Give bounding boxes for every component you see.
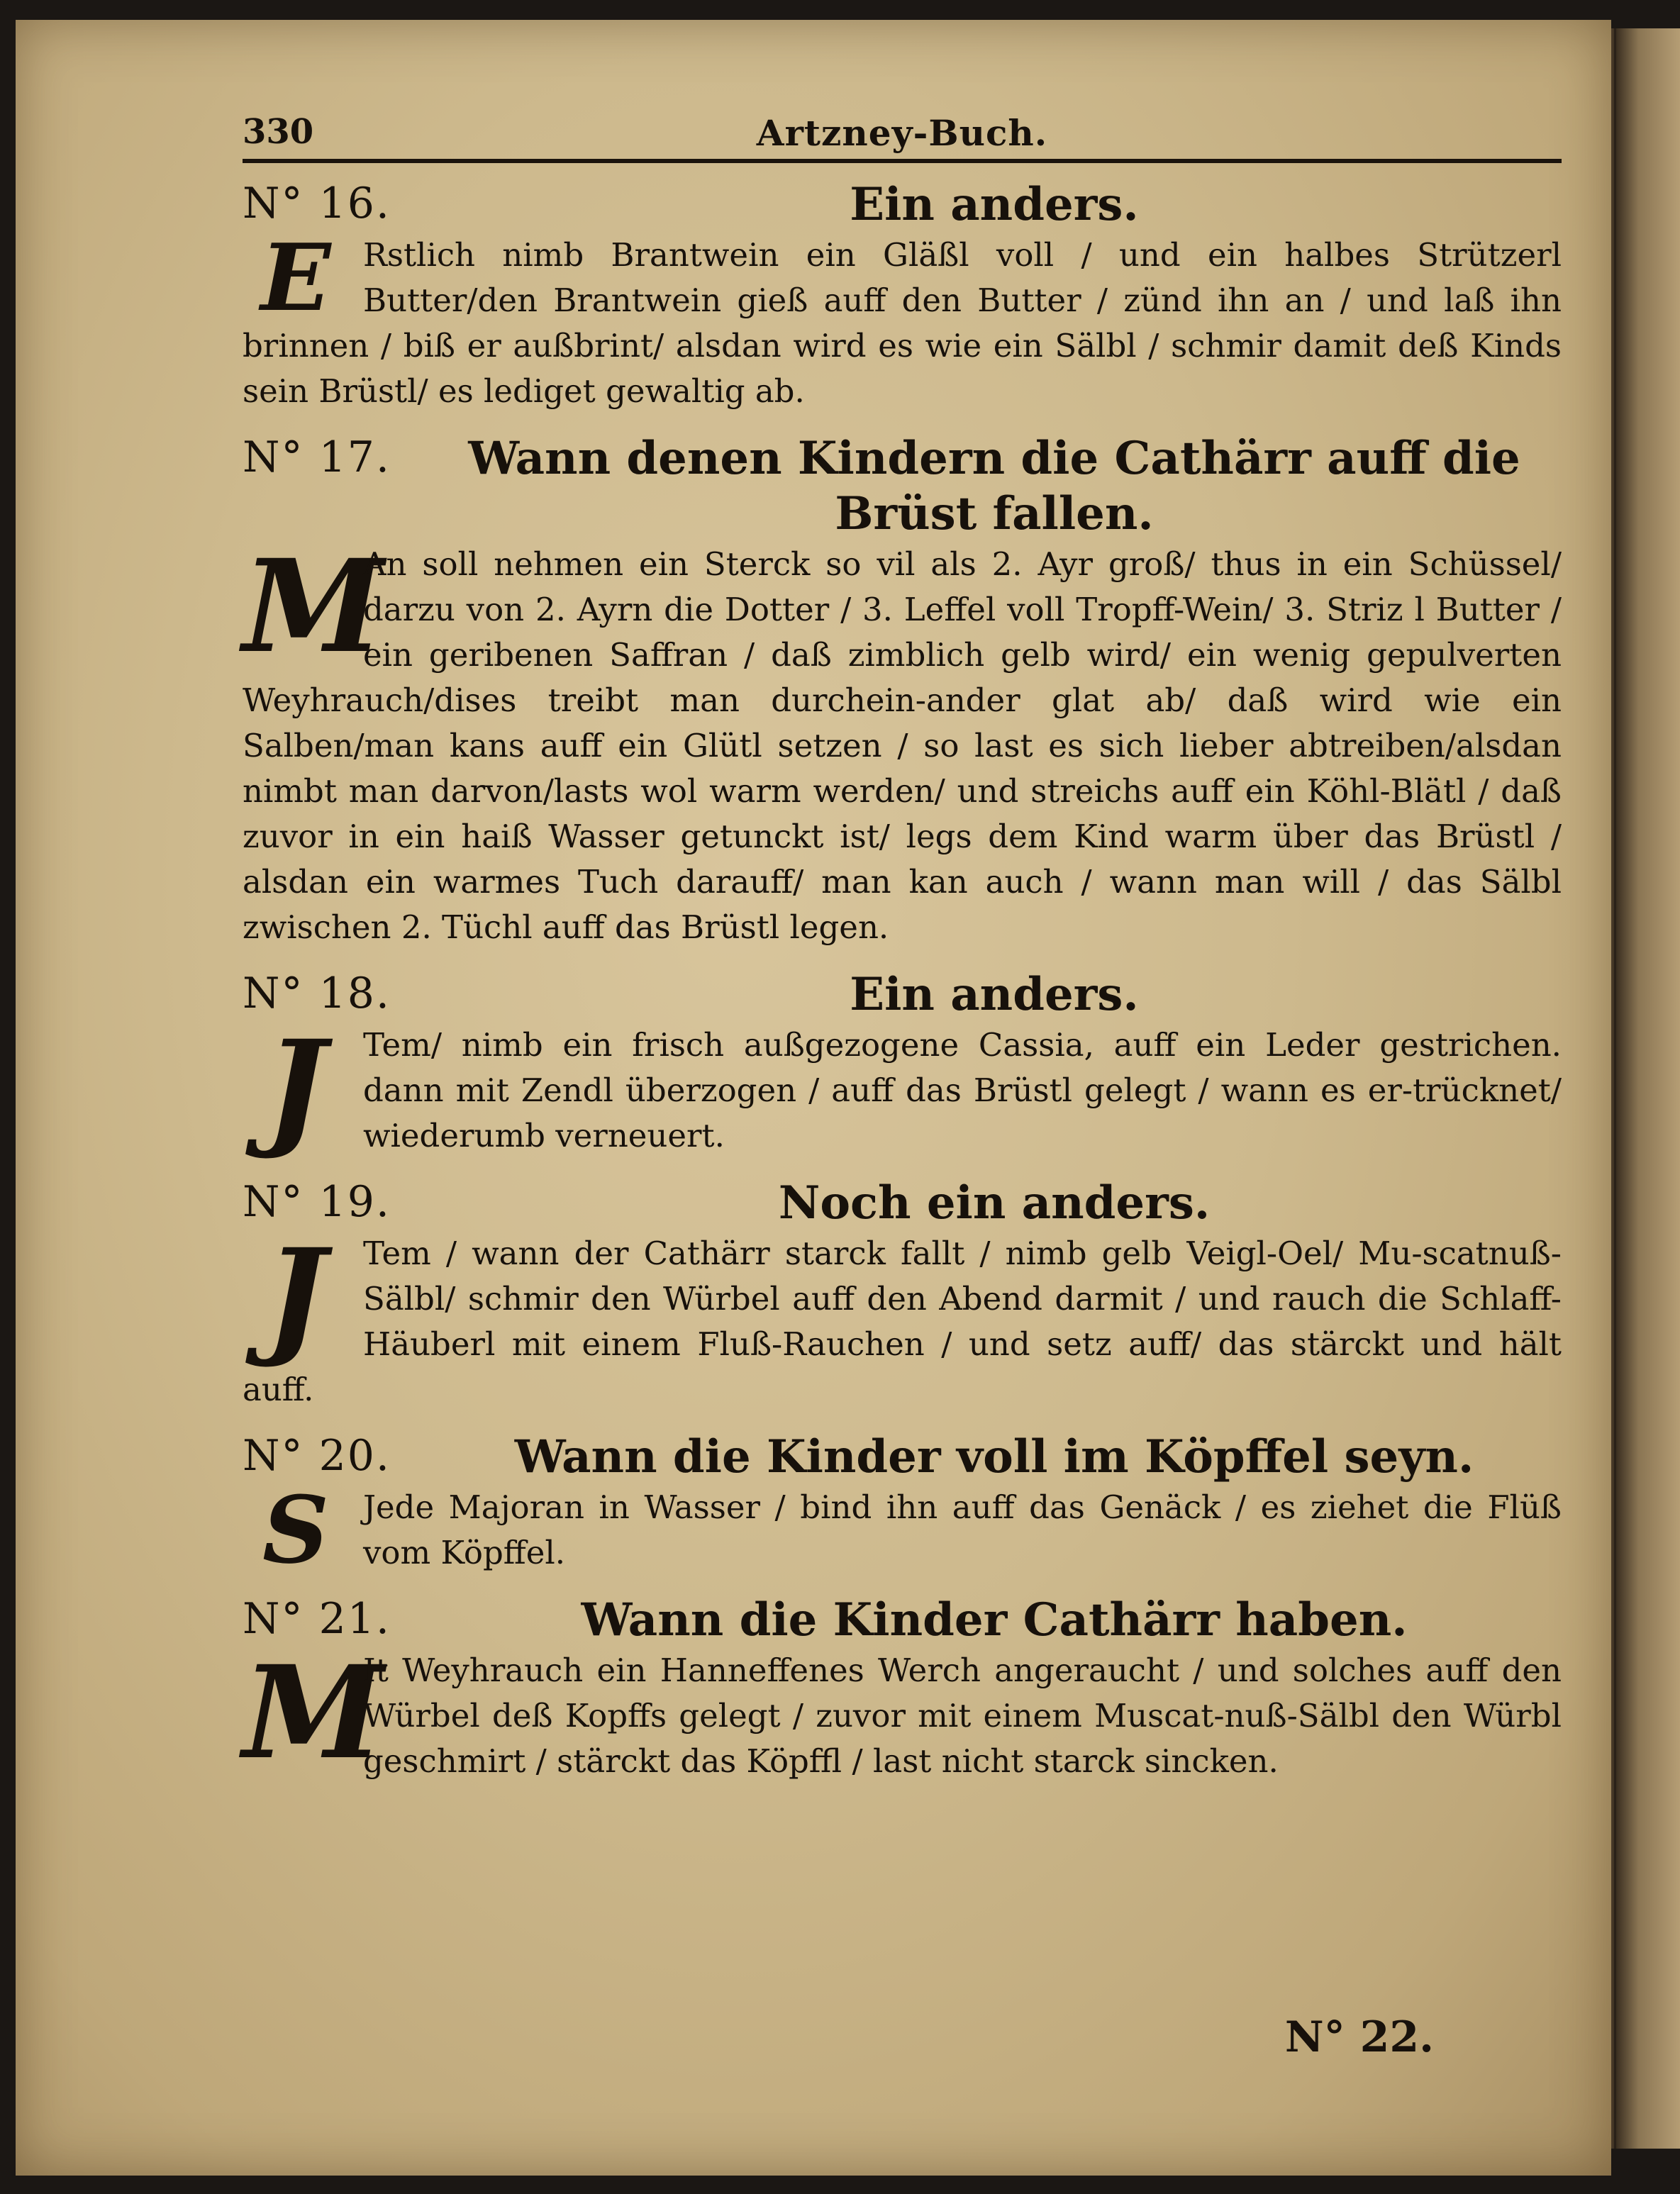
entry-17 xyxy=(243,428,1562,950)
entry-number: N° 18. xyxy=(243,969,391,1018)
entry-number: N° 21. xyxy=(243,1594,391,1644)
entry-text: An soll nehmen ein Sterck so vil als 2. Ayr groß/ thus in ein Schüssel/ darzu von 2. Ayrn die Dotter / 3. Leffel voll Tropff-Wein/ 3. Striz l Butter / ein geribenen Saffran / daß zimblich gelb wird/ ein wenig gepulverten Weyhrauch/dises treibt man durchein-ander glat ab/ daß wird wie ein Salben/man kans auff ein Glütl setzen / so last es sich lieber abtreiben/alsdan nimbt man darvon/lasts wol warm werden/ und streichs auff ein Köhl-Blätl / daß zuvor in ein haiß Wasser getunckt ist/ legs dem Kind warm über das Brüstl / alsdan ein warmes Tuch darauff/ man kan auch / wann man will / das Sälbl zwischen 2. Tüchl auff das Brüstl legen. xyxy=(243,545,1562,946)
entry-text: Jede Majoran in Wasser / bind ihn auff das Genäck / es ziehet die Flüß vom Köpffel. xyxy=(363,1488,1562,1571)
entry-title: Ein anders. xyxy=(850,968,1139,1021)
decorated-initial: M xyxy=(243,532,384,681)
entry-18 xyxy=(243,964,1562,1162)
entry-19 xyxy=(243,1173,1562,1413)
decorated-initial: M xyxy=(243,1638,384,1788)
entry-title: Noch ein anders. xyxy=(778,1176,1211,1230)
entry-title: Wann die Kinder voll im Köpffel seyn. xyxy=(514,1430,1474,1483)
entry-title: Ein anders. xyxy=(850,178,1139,231)
entry-text: It Weyhrauch ein Hanneffenes Werch angeraucht / und solches auff den Würbel deß Kopffs gelegt / zuvor mit einem Muscat-nuß-Sälbl den Würbl geschmirt / stärckt das Köpffl / last nicht starck sincken. xyxy=(363,1652,1562,1780)
entry-heading xyxy=(243,428,1562,542)
entry-21 xyxy=(243,1590,1562,1788)
entry-body xyxy=(243,532,1562,950)
entry-number: N° 20. xyxy=(243,1431,391,1481)
page-content xyxy=(243,112,1562,1798)
entry-20 xyxy=(243,1427,1562,1584)
entry-title: Wann denen Kindern die Cathärr auff die Brüst fallen. xyxy=(468,432,1520,540)
entry-body xyxy=(243,1638,1562,1788)
entry-body xyxy=(243,223,1562,414)
decorated-initial: E xyxy=(260,223,331,332)
entry-body xyxy=(243,1476,1562,1584)
entry-heading xyxy=(243,964,1562,1023)
header-rule xyxy=(243,159,1562,163)
decorated-initial: S xyxy=(262,1476,329,1584)
decorated-initial: J xyxy=(265,1221,326,1371)
book-page xyxy=(16,20,1611,2176)
entry-text: Tem/ nimb ein frisch außgezogene Cassia, auff ein Leder gestrichen. dann mit Zendl überzogen / auff das Brüstl gelegt / wann es er-trücknet/ wiederumb verneuert. xyxy=(363,1026,1562,1154)
entry-number: N° 17. xyxy=(243,433,391,482)
entry-heading xyxy=(243,1590,1562,1648)
entry-text: Rstlich nimb Brantwein ein Gläßl voll / und ein halbes Strützerl Butter/den Brantwein gieß auff den Butter / zünd ihn an / und laß ihn brinnen / biß er außbrint/ alsdan wird es wie ein Sälbl / schmir damit deß Kinds sein Brüstl/ es lediget gewaltig ab. xyxy=(243,236,1562,410)
entry-number: N° 16. xyxy=(243,179,391,228)
entry-body xyxy=(243,1221,1562,1413)
running-head xyxy=(243,112,1562,155)
entry-body xyxy=(243,1013,1562,1162)
entry-heading xyxy=(243,1427,1562,1485)
entry-text: Tem / wann der Cathärr starck fallt / nimb gelb Veigl-Oel/ Mu-scatnuß-Sälbl/ schmir den Würbel auff den Abend darmit / und rauch die Schlaff-Häuberl mit einem Fluß-Rauchen / und setz auff/ das stärckt und hält auff. xyxy=(243,1235,1562,1408)
entry-title: Wann die Kinder Cathärr haben. xyxy=(581,1593,1408,1647)
facing-page-edge xyxy=(1614,28,1680,2149)
entry-16 xyxy=(243,174,1562,414)
entry-heading xyxy=(243,1173,1562,1231)
entry-heading xyxy=(243,174,1562,233)
page-number: 330 xyxy=(243,112,314,152)
entry-number: N° 19. xyxy=(243,1177,391,1227)
catchword: N° 22. xyxy=(1284,2012,1434,2062)
decorated-initial: J xyxy=(265,1013,326,1162)
book-title: Artzney-Buch. xyxy=(756,112,1048,154)
